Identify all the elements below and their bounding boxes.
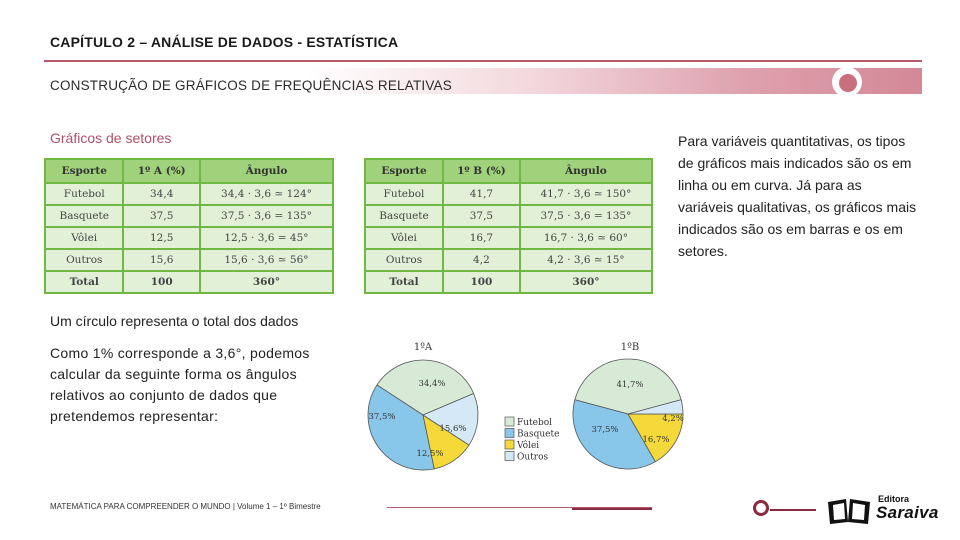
pie-slice-label: 16,7%	[642, 435, 670, 445]
table-cell: Vôlei	[365, 227, 443, 249]
table-cell: 34,4	[123, 183, 199, 205]
table-cell: 37,5	[443, 205, 520, 227]
table-row	[45, 205, 333, 227]
table-header-cell: 1º A (%)	[123, 159, 199, 183]
footer-text: MATEMÁTICA PARA COMPREENDER O MUNDO | Volume 1 – 1º Bimestre	[50, 502, 321, 511]
table-row	[365, 183, 652, 205]
table-cell: 16,7 · 3,6 ≃ 60°	[520, 227, 652, 249]
table-cell: 12,5 · 3,6 = 45°	[200, 227, 333, 249]
pie-slice-label: 12,5%	[416, 449, 444, 459]
frequency-table-1a	[44, 158, 334, 294]
table-cell: 100	[123, 271, 199, 293]
explanation-paragraph: Como 1% corresponde a 3,6°, podemos calcular da seguinte forma os ângulos relativos ao conjunto de dados que pretendemos representar:	[50, 345, 310, 424]
table-cell: 360°	[200, 271, 333, 293]
table-cell: 37,5	[123, 205, 199, 227]
table-cell: 41,7 · 3,6 ≃ 150°	[520, 183, 652, 205]
table-cell: 34,4 · 3,6 ≃ 124°	[200, 183, 333, 205]
table-cell: Outros	[365, 249, 443, 271]
table-header-cell: Ângulo	[520, 159, 652, 183]
table-header-cell: Ângulo	[200, 159, 333, 183]
pie-slice-label: 15,6%	[439, 424, 467, 434]
pie-slice-label: 37,5%	[368, 412, 396, 422]
table-cell: 15,6	[123, 249, 199, 271]
section-banner	[44, 68, 922, 94]
legend-swatch	[505, 429, 514, 438]
table-cell: 37,5 · 3,6 = 135°	[200, 205, 333, 227]
table-row	[45, 227, 333, 249]
side-note: Para variáveis quantitativas, os tipos de gráficos mais indicados são os em linha ou em curva. Já para as variáveis qualitativas, os gráficos mais indicados são os em barras e os em setores.	[678, 133, 917, 259]
chapter-title: CAPÍTULO 2 – ANÁLISE DE DADOS - ESTATÍSTICA	[50, 34, 399, 50]
table-cell: 4,2 · 3,6 ≃ 15°	[520, 249, 652, 271]
table-row	[45, 183, 333, 205]
table-cell: Total	[45, 271, 123, 293]
footer-circle-icon	[753, 500, 769, 516]
legend-label: Futebol	[517, 418, 553, 428]
table-cell: 16,7	[443, 227, 520, 249]
circle-note: Um círculo representa o total dos dados	[50, 313, 299, 329]
table-cell: Vôlei	[45, 227, 123, 249]
section-title: Gráficos de setores	[50, 130, 172, 146]
pie-slice-label: 37,5%	[591, 425, 619, 435]
table-row	[365, 205, 652, 227]
table-row	[45, 249, 333, 271]
table-cell: 12,5	[123, 227, 199, 249]
pie-title: 1ºB	[620, 342, 640, 353]
pie-title: 1ºA	[413, 342, 433, 353]
pie-slice-label: 41,7%	[616, 380, 644, 390]
table-header-row	[45, 159, 333, 183]
table-cell: 37,5 · 3,6 = 135°	[520, 205, 652, 227]
table-cell: Total	[365, 271, 443, 293]
header-divider	[44, 60, 922, 62]
table-header-cell: Esporte	[365, 159, 443, 183]
table-cell: Outros	[45, 249, 123, 271]
table-cell: Basquete	[45, 205, 123, 227]
legend-swatch	[505, 452, 514, 461]
legend-label: Vôlei	[517, 441, 540, 451]
banner-dot-icon	[839, 74, 857, 92]
legend-swatch	[505, 417, 514, 426]
table-cell: 100	[443, 271, 520, 293]
table-row	[365, 249, 652, 271]
table-cell: Futebol	[45, 183, 123, 205]
table-cell: 15,6 · 3,6 ≃ 56°	[200, 249, 333, 271]
frequency-table-1b	[364, 158, 653, 294]
book-icon	[826, 496, 872, 526]
table-row	[365, 227, 652, 249]
table-total-row	[365, 271, 652, 293]
pie-slice-label: 34,4%	[418, 379, 446, 389]
publisher-label-big: Saraiva	[876, 503, 939, 522]
table-cell: 4,2	[443, 249, 520, 271]
legend-label: Outros	[517, 452, 549, 463]
pie-slice-label: 4,2%	[662, 414, 684, 424]
table-cell: Basquete	[365, 205, 443, 227]
table-cell: 41,7	[443, 183, 520, 205]
pie-charts	[360, 330, 720, 475]
footer-divider-right	[770, 509, 816, 511]
table-header-row	[365, 159, 652, 183]
legend-swatch	[505, 440, 514, 449]
table-cell: Futebol	[365, 183, 443, 205]
footer-divider-accent	[572, 508, 652, 510]
legend-label: Basquete	[517, 429, 560, 440]
table-cell: 360°	[520, 271, 652, 293]
table-header-cell: 1º B (%)	[443, 159, 520, 183]
table-header-cell: Esporte	[45, 159, 123, 183]
publisher-logo	[826, 494, 944, 526]
banner-title: CONSTRUÇÃO DE GRÁFICOS DE FREQUÊNCIAS RELATIVAS	[50, 78, 452, 93]
publisher-label-small: Editora	[878, 494, 910, 504]
table-total-row	[45, 271, 333, 293]
